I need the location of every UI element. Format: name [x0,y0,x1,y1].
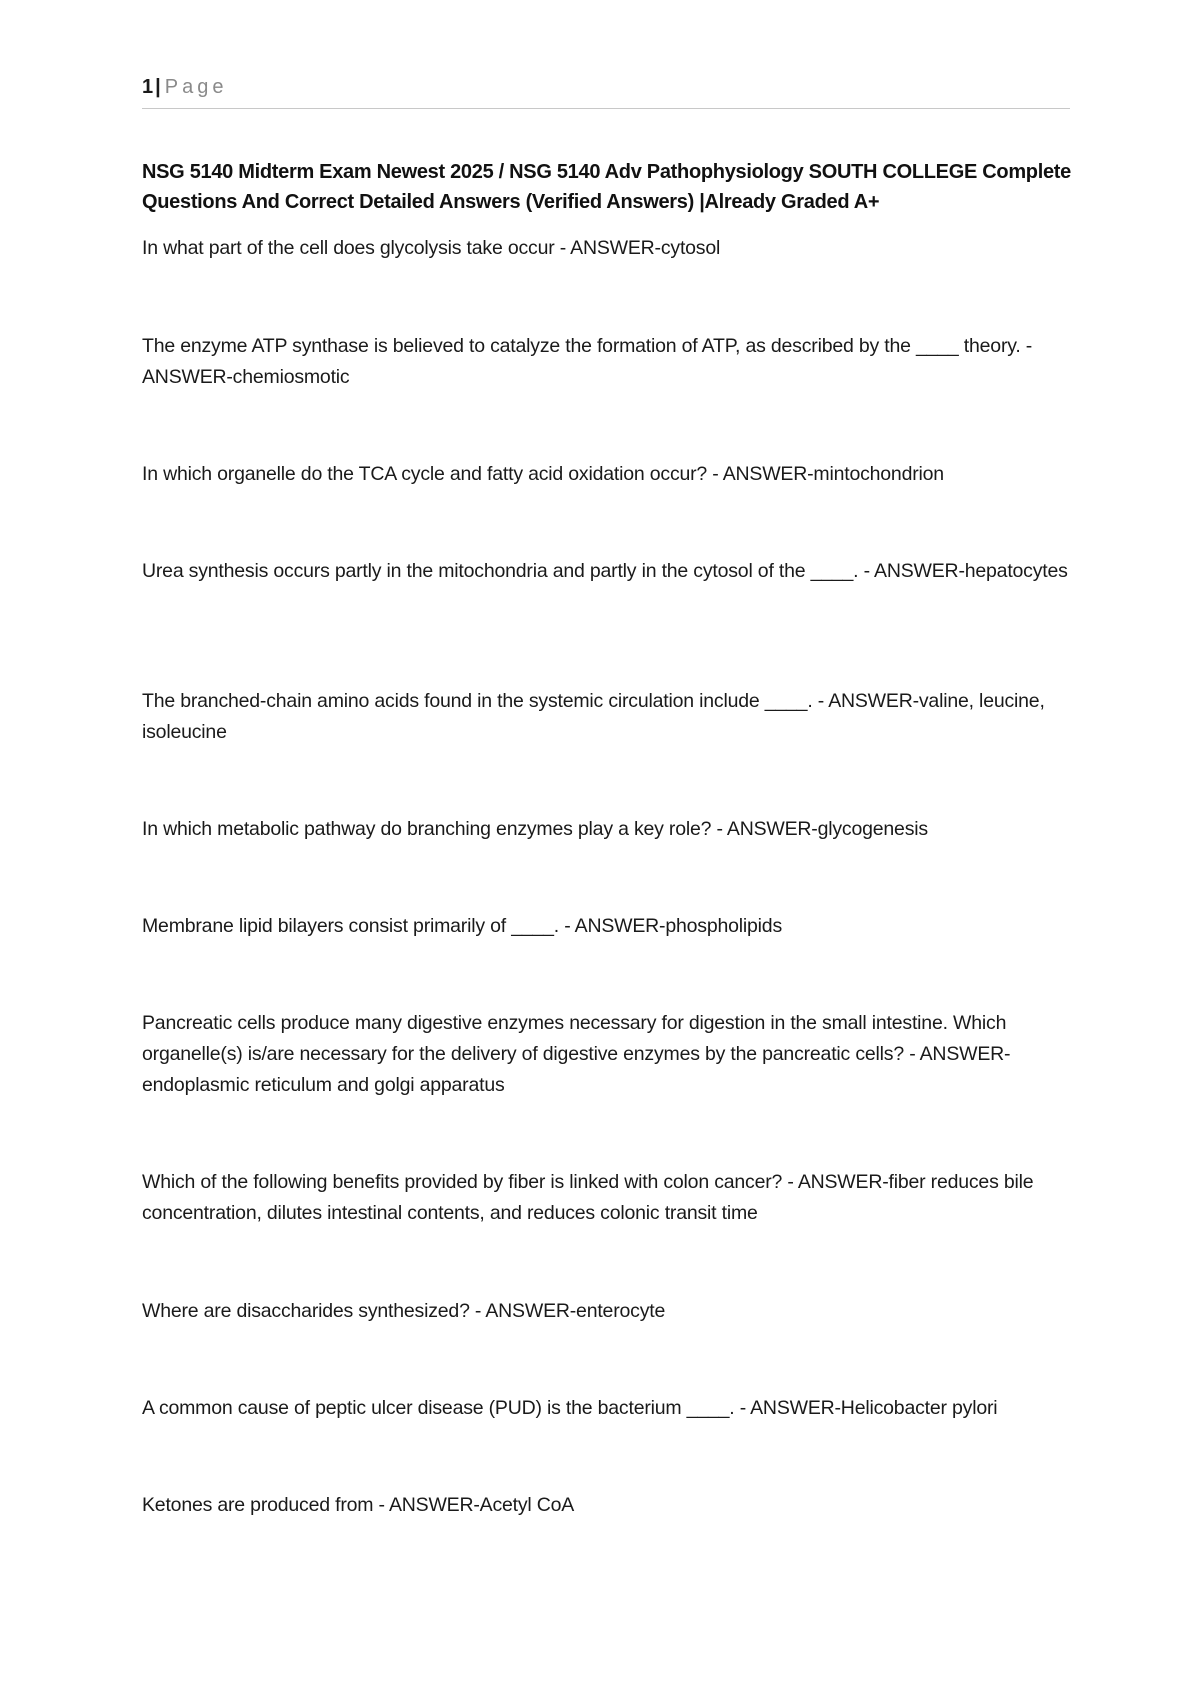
header-separator: | [155,76,161,98]
qa-item: Membrane lipid bilayers consist primarily of ____. - ANSWER-phospholipids [142,915,783,937]
document-title: NSG 5140 Midterm Exam Newest 2025 / NSG 5140 Adv Pathophysiology SOUTH COLLEGE Complete Questions And Correct Detailed Answers (Verified Answers) |Already Graded A+ [142,161,1071,213]
qa-item: In which organelle do the TCA cycle and fatty acid oxidation occur? - ANSWER-mintochondrion [142,463,944,485]
page-label: Page [164,76,228,98]
qa-item: In what part of the cell does glycolysis take occur - ANSWER-cytosol [142,237,721,259]
qa-item: Where are disaccharides synthesized? - ANSWER-enterocyte [142,1300,666,1322]
qa-item: Which of the following benefits provided by fiber is linked with colon cancer? - ANSWER-fiber reduces bile concentration, dilutes intestinal contents, and reduces colonic transit time [142,1171,1034,1224]
qa-item: Pancreatic cells produce many digestive enzymes necessary for digestion in the small intestine. Which organelle(s) is/are necessary for the delivery of digestive enzymes by the pancreatic cells? - ANSWER-endoplasmic reticulum and golgi apparatus [142,1012,1011,1096]
qa-item: Urea synthesis occurs partly in the mitochondria and partly in the cytosol of the ____. - ANSWER-hepatocytes [142,560,1068,582]
qa-item: The enzyme ATP synthase is believed to catalyze the formation of ATP, as described by the ____ theory. - ANSWER-chemiosmotic [142,335,1033,388]
page-number: 1 [142,76,154,98]
qa-item: A common cause of peptic ulcer disease (PUD) is the bacterium ____. - ANSWER-Helicobacter pylori [142,1397,998,1419]
qa-item: In which metabolic pathway do branching enzymes play a key role? - ANSWER-glycogenesis [142,818,928,840]
qa-item: The branched-chain amino acids found in the systemic circulation include ____. - ANSWER-valine, leucine, isoleucine [142,690,1045,743]
page-header [142,76,1070,109]
qa-item: Ketones are produced from - ANSWER-Acetyl CoA [142,1494,575,1516]
